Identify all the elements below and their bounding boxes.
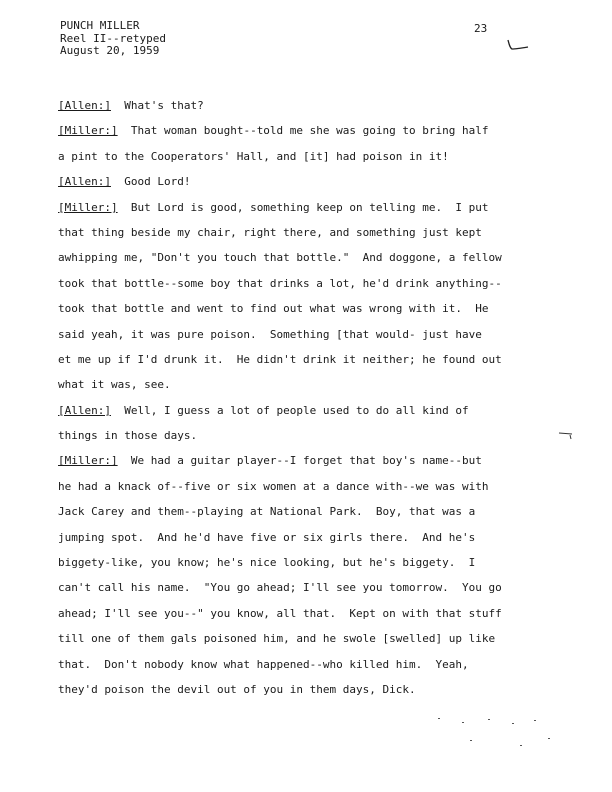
line-text: But Lord is good, something keep on telling me. I put	[130, 200, 489, 214]
speaker-label: [Allen:]	[58, 403, 111, 417]
scan-speck	[520, 745, 522, 746]
line-text: things in those days.	[58, 429, 198, 443]
line-text: took that bottle--some boy that drinks a lot, he'd drink anything--	[58, 276, 502, 290]
line-text: till one of them gals poisoned him, and he swole [swelled] up like	[58, 632, 496, 646]
line-text: Jack Carey and them--playing at National Park. Boy, that was a	[58, 505, 476, 519]
transcript-line	[58, 169, 558, 194]
line-text: et me up if I'd drunk it. He didn't drink it neither; he found out	[58, 352, 502, 366]
transcript-line	[58, 322, 558, 347]
document-header	[60, 20, 166, 58]
transcript-line	[58, 550, 558, 575]
speaker-label: [Allen:]	[58, 99, 111, 112]
pen-mark-icon	[506, 38, 530, 52]
line-text: that. Don't nobody know what happened--who killed him. Yeah,	[58, 657, 469, 671]
line-text: they'd poison the devil out of you in them days, Dick.	[58, 682, 416, 696]
transcript-line	[58, 474, 558, 499]
line-text: jumping spot. And he'd have five or six girls there. And he's	[58, 530, 476, 544]
transcript-body	[58, 93, 558, 702]
scan-speck	[438, 718, 440, 719]
transcript-line	[58, 296, 558, 321]
line-text: biggety-like, you know; he's nice looking, but he's biggety. I	[58, 556, 476, 570]
transcript-line	[58, 448, 558, 473]
line-text: said yeah, it was pure poison. Something [that would- just have	[58, 327, 482, 341]
transcript-line	[58, 601, 558, 626]
page-number: 23	[474, 22, 488, 35]
line-text: a pint to the Cooperators' Hall, and [it] had poison in it!	[58, 149, 449, 163]
line-text: that thing beside my chair, right there, and something just kept	[58, 225, 482, 239]
line-text: took that bottle and went to find out what was wrong with it. He	[58, 302, 489, 316]
margin-mark-icon	[558, 430, 576, 440]
transcript-line	[58, 499, 558, 524]
transcript-line	[58, 423, 558, 448]
transcript-line	[58, 677, 558, 702]
transcript-line	[58, 118, 558, 143]
transcript-line	[58, 220, 558, 245]
header-reel: Reel II--retyped	[60, 31, 166, 45]
scan-speck	[534, 720, 536, 721]
speaker-label: [Miller:]	[58, 200, 118, 214]
scan-speck	[470, 740, 472, 741]
speaker-label: [Miller:]	[58, 454, 118, 468]
transcript-line	[58, 652, 558, 677]
transcript-line	[58, 626, 558, 651]
header-name: PUNCH MILLER	[60, 19, 140, 32]
transcript-line	[58, 93, 558, 118]
header-date: August 20, 1959	[60, 44, 160, 57]
line-text: We had a guitar player--I forget that boy's name--but	[130, 454, 482, 468]
transcript-line	[58, 372, 558, 397]
scan-speck	[512, 723, 514, 724]
line-text: ahead; I'll see you--" you know, all that. Kept on with that stuff	[58, 606, 502, 620]
scan-speck	[462, 722, 464, 723]
transcript-line	[58, 347, 558, 372]
scan-speck	[548, 738, 550, 739]
line-text: What's that?	[124, 99, 204, 112]
line-text: Good Lord!	[124, 175, 191, 189]
transcript-line	[58, 398, 558, 423]
transcript-line	[58, 245, 558, 270]
line-text: can't call his name. "You go ahead; I'll see you tomorrow. You go	[58, 581, 502, 595]
line-text: Well, I guess a lot of people used to do all kind of	[124, 403, 469, 417]
transcript-line	[58, 575, 558, 600]
speaker-label: [Miller:]	[58, 124, 118, 138]
line-text: he had a knack of--five or six women at a dance with--we was with	[58, 479, 489, 493]
transcript-line	[58, 271, 558, 296]
scan-speck	[488, 719, 490, 720]
line-text: awhipping me, "Don't you touch that bottle." And doggone, a fellow	[58, 251, 502, 265]
line-text: That woman bought--told me she was going to bring half	[130, 124, 489, 138]
transcript-line	[58, 195, 558, 220]
line-text: what it was, see.	[58, 378, 171, 392]
transcript-line	[58, 525, 558, 550]
speaker-label: [Allen:]	[58, 175, 111, 189]
transcript-line	[58, 144, 558, 169]
